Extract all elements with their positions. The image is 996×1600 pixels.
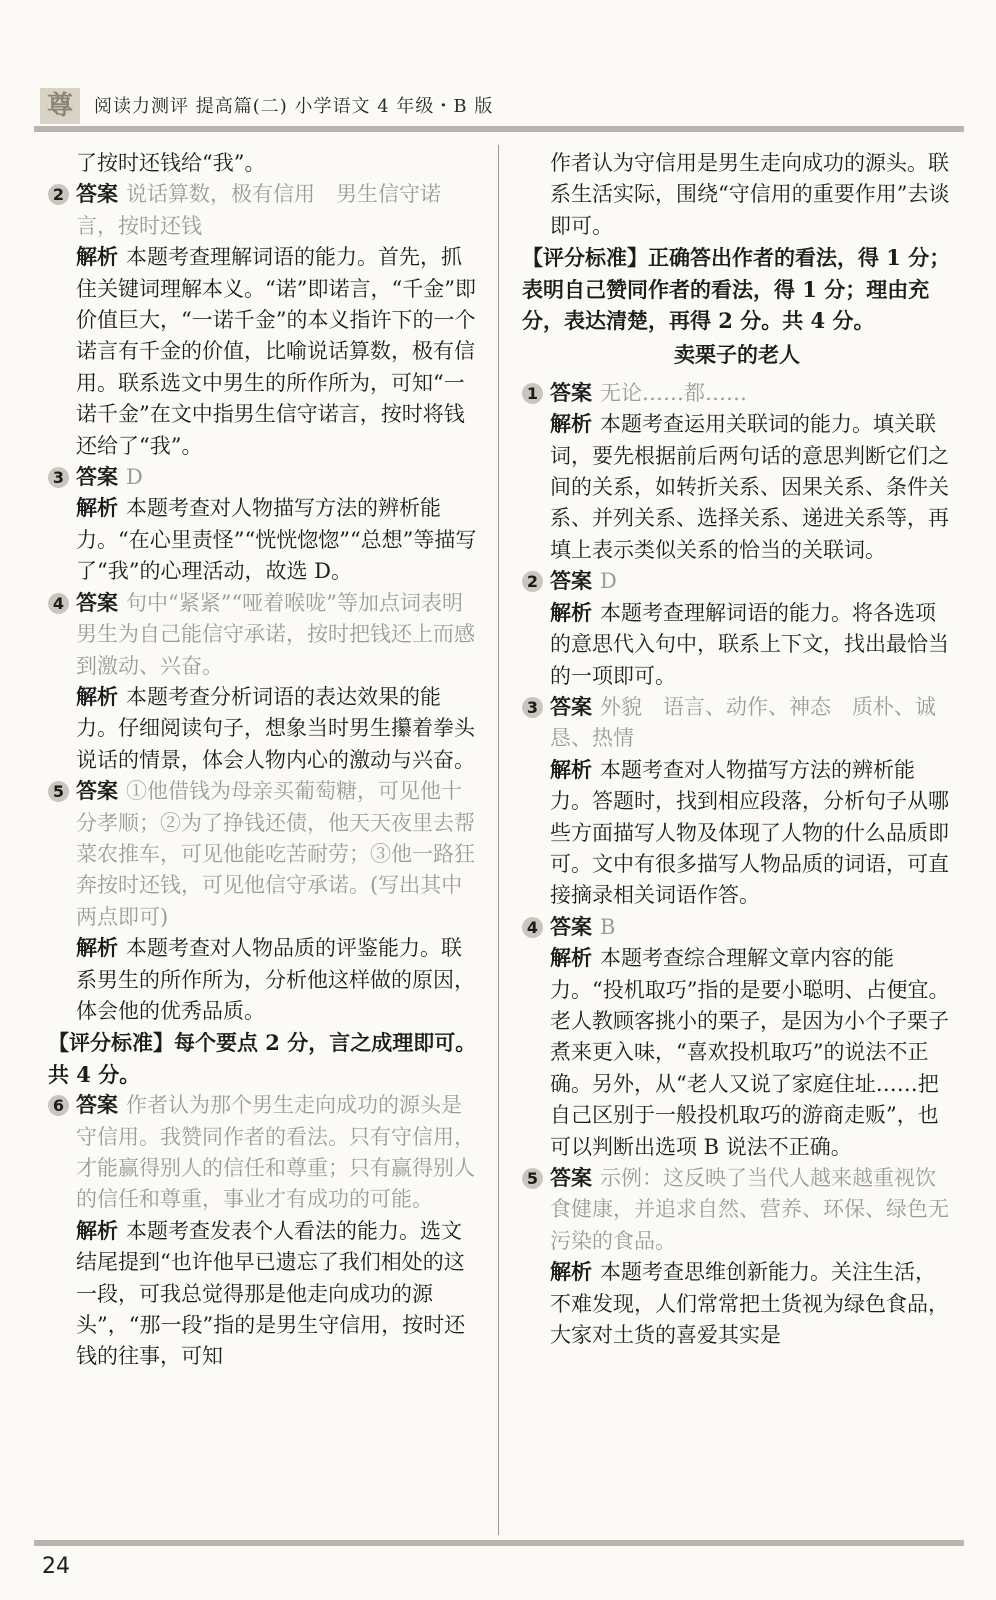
- analysis-label: 解析: [550, 757, 592, 782]
- page-header: [34, 84, 964, 126]
- question-number: 3: [522, 697, 543, 718]
- answer-item: [48, 776, 478, 933]
- answer-label: 答案: [76, 182, 118, 207]
- analysis-text: 本题考查运用关联词的能力。填关联词，要先根据前后两句话的意思判断它们之间的关系，如转折关系、因果关系、条件关系、并列关系、选择关系、递进关系等，再填上表示类似关系的恰当的关联词。: [550, 412, 949, 562]
- analysis-item: [522, 755, 952, 912]
- answer-text: 句中“紧紧”“哑着喉咙”等加点词表明男生为自己能信守承诺，按时把钱还上而感到激动、兴奋。: [76, 590, 475, 678]
- answer-text: 外貌 语言、动作、神态 质朴、诚恳、热情: [550, 694, 936, 751]
- question-number: 5: [522, 1168, 543, 1189]
- analysis-text: 本题考查对人物描写方法的辨析能力。答题时，找到相应段落，分析句子从哪些方面描写人物及体现了人物的什么品质即可。文中有很多描写人物品质的词语，可直接摘录相关词语作答。: [550, 757, 949, 908]
- analysis-text: 本题考查发表个人看法的能力。选文结尾提到“也许他早已遗忘了我们相处的这一段，可我总觉得那是他走向成功的源头”，“那一段”指的是男生守信用，按时还钱的往事，可知: [76, 1218, 466, 1369]
- analysis-text: 本题考查思维创新能力。关注生活，不难发现，人们常常把土货视为绿色食品，大家对土货的喜爱其实是: [550, 1260, 949, 1348]
- question-number: 4: [48, 593, 69, 614]
- analysis-item: [522, 943, 952, 1163]
- analysis-text: 本题考查理解词语的能力。将各选项的意思代入句中，联系上下文，找出最恰当的一项即可。: [550, 600, 949, 688]
- answer-label: 答案: [550, 914, 592, 939]
- answer-text: 作者认为那个男生走向成功的源头是守信用。我赞同作者的看法。只有守信用，才能赢得别人的信任和尊重；只有赢得别人的信任和尊重，事业才有成功的可能。: [76, 1093, 475, 1212]
- question-number: 6: [48, 1095, 69, 1116]
- answer-label: 答案: [76, 465, 118, 490]
- analysis-text: 本题考查对人物品质的评鉴能力。联系男生的所作所为，分析他这样做的原因，体会他的优秀品质。: [76, 936, 475, 1023]
- answer-text: 说话算数，极有信用 男生信守诺言，按时还钱: [76, 182, 441, 238]
- continued-text: 了按时还钱给“我”。: [76, 151, 266, 175]
- question-number: 5: [48, 781, 69, 802]
- analysis-label: 解析: [76, 936, 118, 961]
- answer-label: 答案: [550, 694, 592, 719]
- answer-item: [522, 378, 952, 409]
- answer-item: [48, 1090, 478, 1216]
- analysis-label: 解析: [550, 600, 592, 625]
- answer-text: 无论……都……: [600, 380, 747, 405]
- analysis-item: [522, 409, 952, 566]
- analysis-label: 解析: [76, 1218, 118, 1243]
- answer-label: 答案: [550, 380, 592, 405]
- answer-item: [522, 912, 952, 943]
- header-title: 阅读力测评 提高篇(二) 小学语文 4 年级・B 版: [94, 96, 494, 117]
- analysis-text: 本题考查综合理解文章内容的能力。“投机取巧”指的是要小聪明、占便宜。老人教顾客挑小的栗子，是因为小个子栗子煮来更入味，“喜欢投机取巧”的说法不正确。另外，从“老人又说了家庭住址……把自己区别于一般投机取巧的游商走贩”，也可以判断出选项 B 说法不正确。: [550, 946, 950, 1159]
- logo-icon: 尊: [40, 88, 80, 124]
- scoring-criteria: 【评分标准】每个要点 2 分，言之成理即可。共 4 分。: [48, 1030, 477, 1087]
- header-rule: [34, 126, 964, 132]
- answer-text: 示例：这反映了当代人越来越重视饮食健康，并追求自然、营养、环保、绿色无污染的食品。: [550, 1166, 949, 1253]
- answer-text: D: [126, 465, 143, 490]
- footer-rule: [34, 1540, 964, 1546]
- analysis-item: [522, 1257, 952, 1351]
- section-title: 卖栗子的老人: [674, 343, 800, 368]
- right-column: [522, 148, 952, 1351]
- answer-item: [522, 566, 952, 597]
- analysis-label: 解析: [550, 1260, 592, 1285]
- analysis-item: [522, 598, 952, 692]
- analysis-label: 解析: [550, 412, 592, 437]
- question-number: 3: [48, 467, 69, 488]
- analysis-item: [48, 1216, 478, 1373]
- analysis-label: 解析: [550, 946, 592, 971]
- page-number: 24: [42, 1554, 70, 1579]
- answer-item: [522, 1163, 952, 1257]
- left-column: [48, 148, 478, 1373]
- analysis-label: 解析: [76, 496, 118, 521]
- answer-label: 答案: [550, 1166, 592, 1190]
- analysis-text: 本题考查对人物描写方法的辨析能力。“在心里责怪”“恍恍惚惚”“总想”等描写了“我”的心理活动，故选 D。: [76, 496, 477, 584]
- answer-label: 答案: [550, 569, 592, 594]
- analysis-text: 本题考查理解词语的能力。首先，抓住关键词理解本义。“诺”即诺言，“千金”即价值巨大，“一诺千金”的本义指许下的一个诺言有千金的价值，比喻说话算数，极有信用。联系选文中男生的所作所为，可知“一诺千金”在文中指男生信守诺言，按时将钱还给了“我”。: [76, 245, 476, 458]
- answer-label: 答案: [76, 590, 118, 615]
- analysis-text: 本题考查分析词语的表达效果的能力。仔细阅读句子，想象当时男生攥着拳头说话的情景，体会人物内心的激动与兴奋。: [76, 684, 475, 772]
- answer-text: D: [600, 569, 617, 594]
- analysis-item: [48, 493, 478, 587]
- column-divider: [498, 145, 499, 1535]
- continued-text: 作者认为守信用是男生走向成功的源头。联系生活实际，围绕“守信用的重要作用”去谈即可。: [550, 151, 950, 238]
- answer-item: [48, 588, 478, 682]
- answer-item: [48, 179, 478, 242]
- answer-text: ①他借钱为母亲买葡萄糖，可见他十分孝顺；②为了挣钱还债，他天天夜里去帮菜农推车，可见他能吃苦耐劳；③他一路狂奔按时还钱，可见他信守承诺。(写出其中两点即可): [76, 779, 475, 929]
- answer-item: [522, 692, 952, 755]
- analysis-item: [48, 933, 478, 1027]
- question-number: 2: [48, 184, 69, 205]
- question-number: 1: [522, 383, 543, 404]
- analysis-item: [48, 242, 478, 462]
- question-number: 2: [522, 571, 543, 592]
- answer-label: 答案: [76, 1093, 118, 1118]
- analysis-label: 解析: [76, 245, 118, 270]
- answer-label: 答案: [76, 779, 118, 804]
- answer-text: B: [600, 914, 616, 939]
- analysis-label: 解析: [76, 684, 118, 709]
- analysis-item: [48, 682, 478, 776]
- answer-item: [48, 462, 478, 493]
- question-number: 4: [522, 917, 543, 938]
- scoring-criteria: 【评分标准】正确答出作者的看法，得 1 分；表明自己赞同作者的看法，得 1 分；理由充分，表达清楚，再得 2 分。共 4 分。: [522, 245, 951, 334]
